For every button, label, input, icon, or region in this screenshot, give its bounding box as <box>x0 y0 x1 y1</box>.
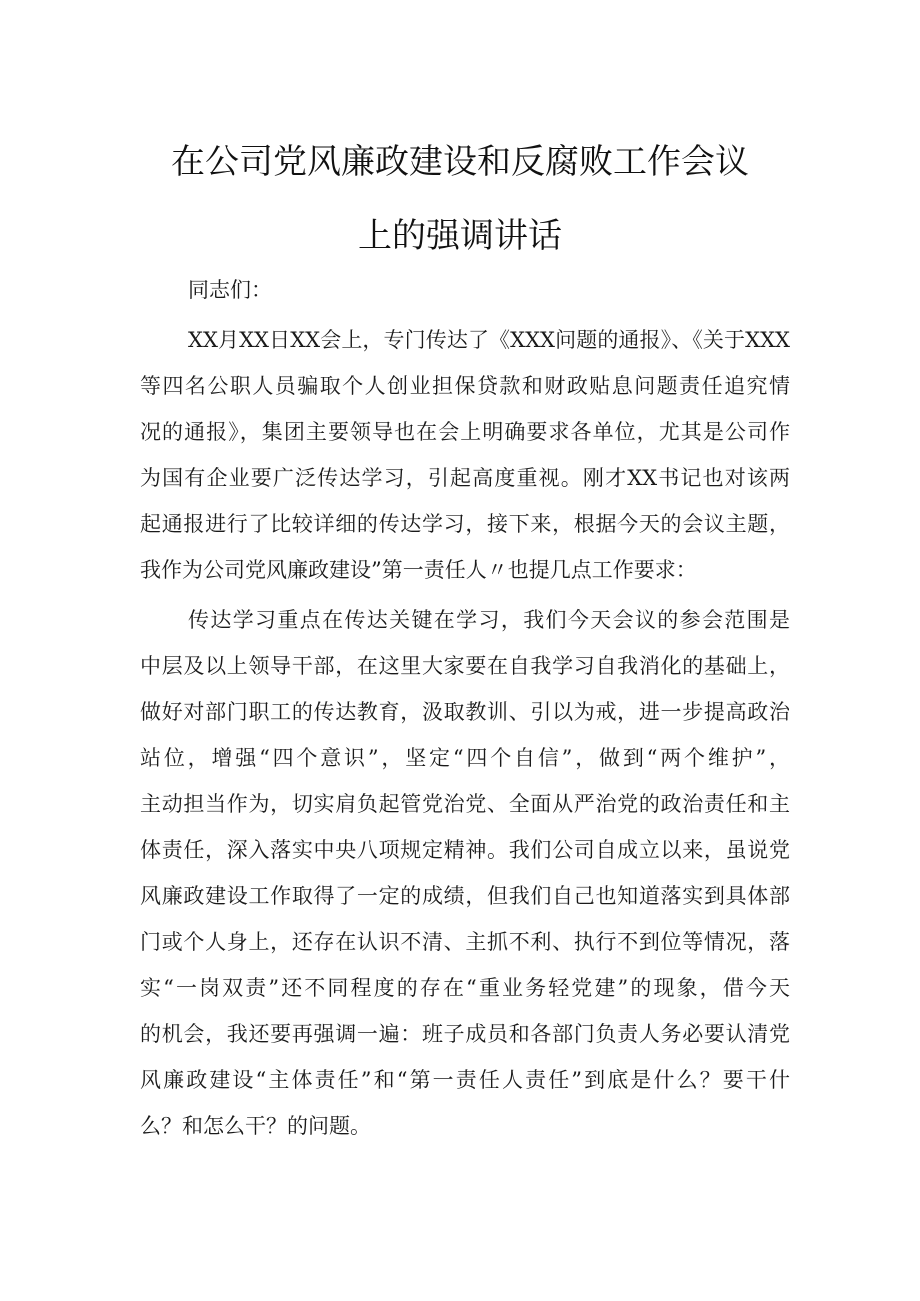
paragraph-line: 风廉政建设“主体责任”和“第一责任人责任”到底是什么？要干什 <box>140 1068 790 1092</box>
paragraph-line: 为国有企业要广泛传达学习，引起高度重视。刚才XX书记也对该两 <box>140 466 790 490</box>
paragraph-line: 站位，增强“四个意识”，坚定“四个自信”，做到“两个维护”， <box>140 746 790 770</box>
paragraph-line: 的机会，我还要再强调一遍：班子成员和各部门负责人务必要认清党 <box>140 1022 790 1046</box>
paragraph-line: XX月XX日XX会上，专门传达了《XXX问题的通报》、《关于XXX <box>188 328 790 352</box>
paragraph-line: 起通报进行了比较详细的传达学习，接下来，根据今天的会议主题， <box>140 512 790 536</box>
paragraph-line: 体责任，深入落实中央八项规定精神。我们公司自成立以来，虽说党 <box>140 838 790 862</box>
document-title-line-1: 在公司党风廉政建设和反腐败工作会议 <box>171 142 749 182</box>
paragraph-line: 等四名公职人员骗取个人创业担保贷款和财政贴息问题责任追究情 <box>140 374 790 398</box>
paragraph-line: 么？和怎么干？的问题。 <box>140 1114 371 1138</box>
paragraph-line: 况的通报》，集团主要领导也在会上明确要求各单位，尤其是公司作 <box>140 420 790 444</box>
paragraph-line: 实“一岗双责”还不同程度的存在“重业务轻党建”的现象，借今天 <box>140 976 790 1000</box>
paragraph-line: 主动担当作为，切实肩负起管党治党、全面从严治党的政治责任和主 <box>140 792 790 816</box>
greeting: 同志们： <box>188 278 272 302</box>
paragraph-line: 我作为公司党风廉政建设”第一责任人〃也提几点工作要求： <box>140 558 697 582</box>
paragraph-line: 中层及以上领导干部，在这里大家要在自我学习自我消化的基础上， <box>140 654 790 678</box>
document-title-line-2: 上的强调讲话 <box>358 216 562 256</box>
paragraph-line: 门或个人身上，还存在认识不清、主抓不利、执行不到位等情况，落 <box>140 930 790 954</box>
paragraph-line: 风廉政建设工作取得了一定的成绩，但我们自己也知道落实到具体部 <box>140 884 790 908</box>
paragraph-line: 传达学习重点在传达关键在学习，我们今天会议的参会范围是 <box>188 608 790 632</box>
paragraph-line: 做好对部门职工的传达教育，汲取教训、引以为戒，进一步提高政治 <box>140 700 790 724</box>
